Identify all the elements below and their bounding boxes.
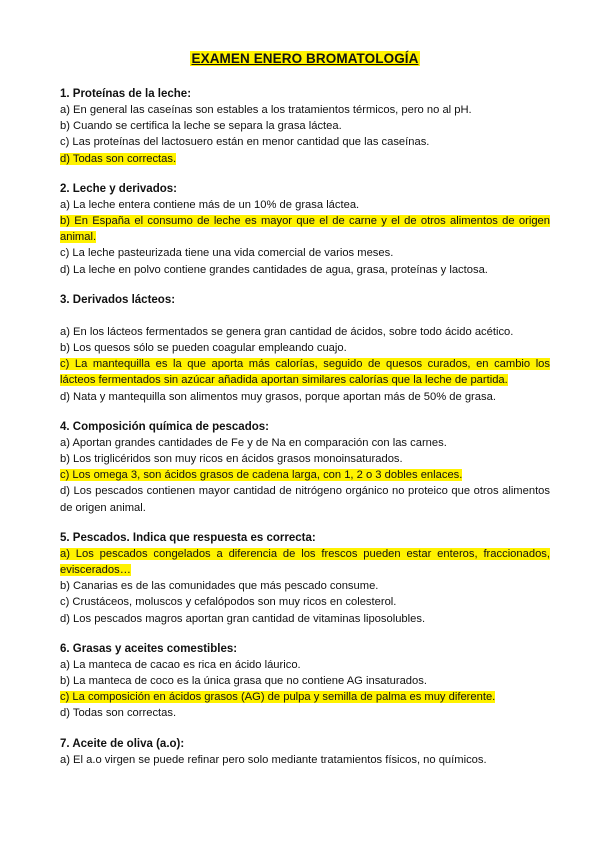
option-b: b) Canarias es de las comunidades que más pescado consume. [60, 580, 379, 593]
option-d: d) La leche en polvo contiene grandes cantidades de agua, grasa, proteínas y lactosa. [60, 263, 488, 276]
option-b: b) Los triglicéridos son muy ricos en ácidos grasos monoinsaturados. [60, 453, 403, 466]
option-a: a) La leche entera contiene más de un 10% de grasa láctea. [60, 198, 360, 211]
option-c-highlighted: c) La composición en ácidos grasos (AG) de pulpa y semilla de palma es muy diferente. [60, 691, 496, 704]
question-4 [60, 419, 550, 516]
question-title: 7. Aceite de oliva (a.o): [60, 737, 185, 750]
option-b: b) La manteca de coco es la única grasa que no contiene AG insaturados. [60, 675, 427, 688]
option-d-highlighted: d) Todas son correctas. [60, 152, 177, 165]
exam-title: EXAMEN ENERO BROMATOLOGÍA [191, 51, 419, 66]
option-d: d) Nata y mantequilla son alimentos muy grasos, porque aportan más de 50% de grasa. [60, 390, 496, 403]
option-a: a) En general las caseínas son estables a los tratamientos térmicos, pero no al pH. [60, 104, 472, 116]
question-title: 2. Leche y derivados: [60, 182, 177, 195]
question-title: 6. Grasas y aceites comestibles: [60, 642, 238, 655]
option-c: c) Crustáceos, moluscos y cefalópodos son muy ricos en colesterol. [60, 596, 397, 609]
option-a: a) En los lácteos fermentados se genera gran cantidad de ácidos, sobre todo ácido acético. [60, 325, 514, 338]
question-title: 1. Proteínas de la leche: [60, 88, 192, 100]
option-d: d) Los pescados contienen mayor cantidad de nitrógeno orgánico no proteico que otros alimentos de origen animal. [60, 485, 550, 514]
option-a: a) Aportan grandes cantidades de Fe y de Na en comparación con las carnes. [60, 436, 447, 449]
option-c-highlighted: c) La mantequilla es la que aporta más calorías, seguido de quesos curados, en cambio los lácteos fermentados sin azúcar añadida aportan similares calorías que la leche de partida. [60, 358, 550, 387]
question-title: 5. Pescados. Indica que respuesta es correcta: [60, 531, 316, 544]
option-c-highlighted: c) Los omega 3, son ácidos grasos de cadena larga, con 1, 2 o 3 dobles enlaces. [60, 469, 463, 482]
question-title: 3. Derivados lácteos: [60, 293, 176, 306]
question-3 [60, 292, 550, 405]
option-c: c) La leche pasteurizada tiene una vida comercial de varios meses. [60, 247, 394, 260]
option-b-highlighted: b) En España el consumo de leche es mayor que el de carne y el de otros alimentos de origen animal. [60, 215, 550, 244]
option-a-highlighted: a) Los pescados congelados a diferencia de los frescos pueden estar enteros, fraccionados, eviscerados… [60, 547, 550, 577]
option-d: d) Todas son correctas. [60, 707, 177, 720]
option-b: b) Cuando se certifica la leche se separa la grasa láctea. [60, 120, 342, 133]
option-a: a) La manteca de cacao es rica en ácido láurico. [60, 658, 301, 671]
question-6 [60, 641, 550, 722]
question-7 [60, 736, 550, 768]
question-2 [60, 181, 550, 278]
question-title: 4. Composición química de pescados: [60, 420, 269, 433]
question-1 [60, 86, 550, 167]
question-5 [60, 530, 550, 627]
option-c: c) Las proteínas del lactosuero están en menor cantidad que las caseínas. [60, 136, 430, 149]
option-a: a) El a.o virgen se puede refinar pero solo mediante tratamientos físicos, no químicos. [60, 753, 487, 766]
option-d: d) Los pescados magros aportan gran cantidad de vitaminas liposolubles. [60, 612, 426, 625]
exam-page [60, 0, 550, 768]
option-b: b) Los quesos sólo se pueden coagular empleando cuajo. [60, 342, 347, 355]
